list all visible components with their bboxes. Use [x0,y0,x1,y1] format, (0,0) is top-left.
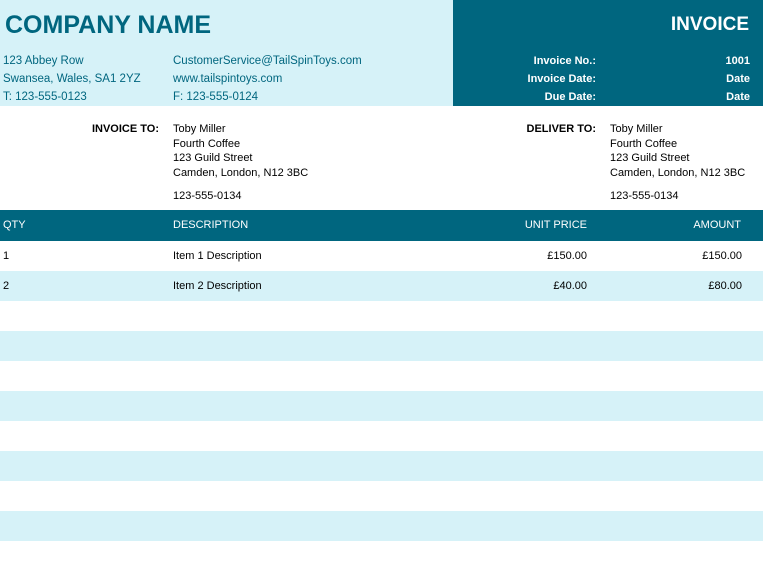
deliver-to-name: Toby Miller [610,123,663,135]
table-row [0,271,763,301]
invoice-meta-panel [453,0,763,106]
row-qty[interactable]: 1 [3,250,10,262]
qty-column-header: QTY [3,219,26,231]
deliver-to-phone: 123-555-0134 [610,190,679,202]
table-row [0,361,763,391]
table-header [0,210,763,241]
row-unit-price[interactable]: £150.00 [547,250,587,262]
deliver-to-company: Fourth Coffee [610,138,678,150]
unit-price-column-header: UNIT PRICE [524,219,587,231]
invoice-to-city: Camden, London, N12 3BC [173,167,309,179]
invoice-header [0,0,763,106]
invoice-number-label: Invoice No.: [533,55,596,67]
company-address-line1: 123 Abbey Row [3,55,84,67]
line-items-table [0,210,763,571]
table-row [0,331,763,361]
invoice-title: INVOICE [670,14,749,35]
invoice-number-value: 1001 [725,55,750,67]
table-row [0,481,763,511]
description-column-header: DESCRIPTION [173,219,249,231]
invoice-to-phone: 123-555-0134 [173,190,242,202]
row-amount: £80.00 [708,280,742,292]
company-name: COMPANY NAME [5,11,212,39]
company-email: CustomerService@TailSpinToys.com [173,55,362,67]
company-phone: T: 123-555-0123 [3,91,87,103]
invoice-date-value: Date [726,73,750,85]
invoice-date-label: Invoice Date: [527,73,596,85]
table-row [0,301,763,331]
company-info-panel [0,0,453,106]
invoice-to-name: Toby Miller [173,123,226,135]
due-date-label: Due Date: [544,91,596,103]
invoice-to-company: Fourth Coffee [173,138,241,150]
table-row [0,541,763,571]
table-row [0,511,763,541]
deliver-to-street: 123 Guild Street [610,152,690,164]
amount-column-header: AMOUNT [693,219,741,231]
table-row [0,421,763,451]
row-qty[interactable]: 2 [3,280,10,292]
row-amount: £150.00 [702,250,742,262]
row-unit-price[interactable]: £40.00 [553,280,587,292]
company-website: www.tailspintoys.com [173,73,283,85]
deliver-to-label: DELIVER TO: [526,123,596,135]
company-address-line2: Swansea, Wales, SA1 2YZ [3,73,141,85]
invoice-to-street: 123 Guild Street [173,152,253,164]
table-row [0,241,763,271]
row-description[interactable]: Item 2 Description [173,280,262,292]
table-row [0,391,763,421]
due-date-value: Date [726,91,750,103]
deliver-to-city: Camden, London, N12 3BC [610,167,746,179]
company-fax: F: 123-555-0124 [173,91,259,103]
invoice-to-label: INVOICE TO: [91,123,159,135]
row-description[interactable]: Item 1 Description [173,250,262,262]
table-row [0,451,763,481]
